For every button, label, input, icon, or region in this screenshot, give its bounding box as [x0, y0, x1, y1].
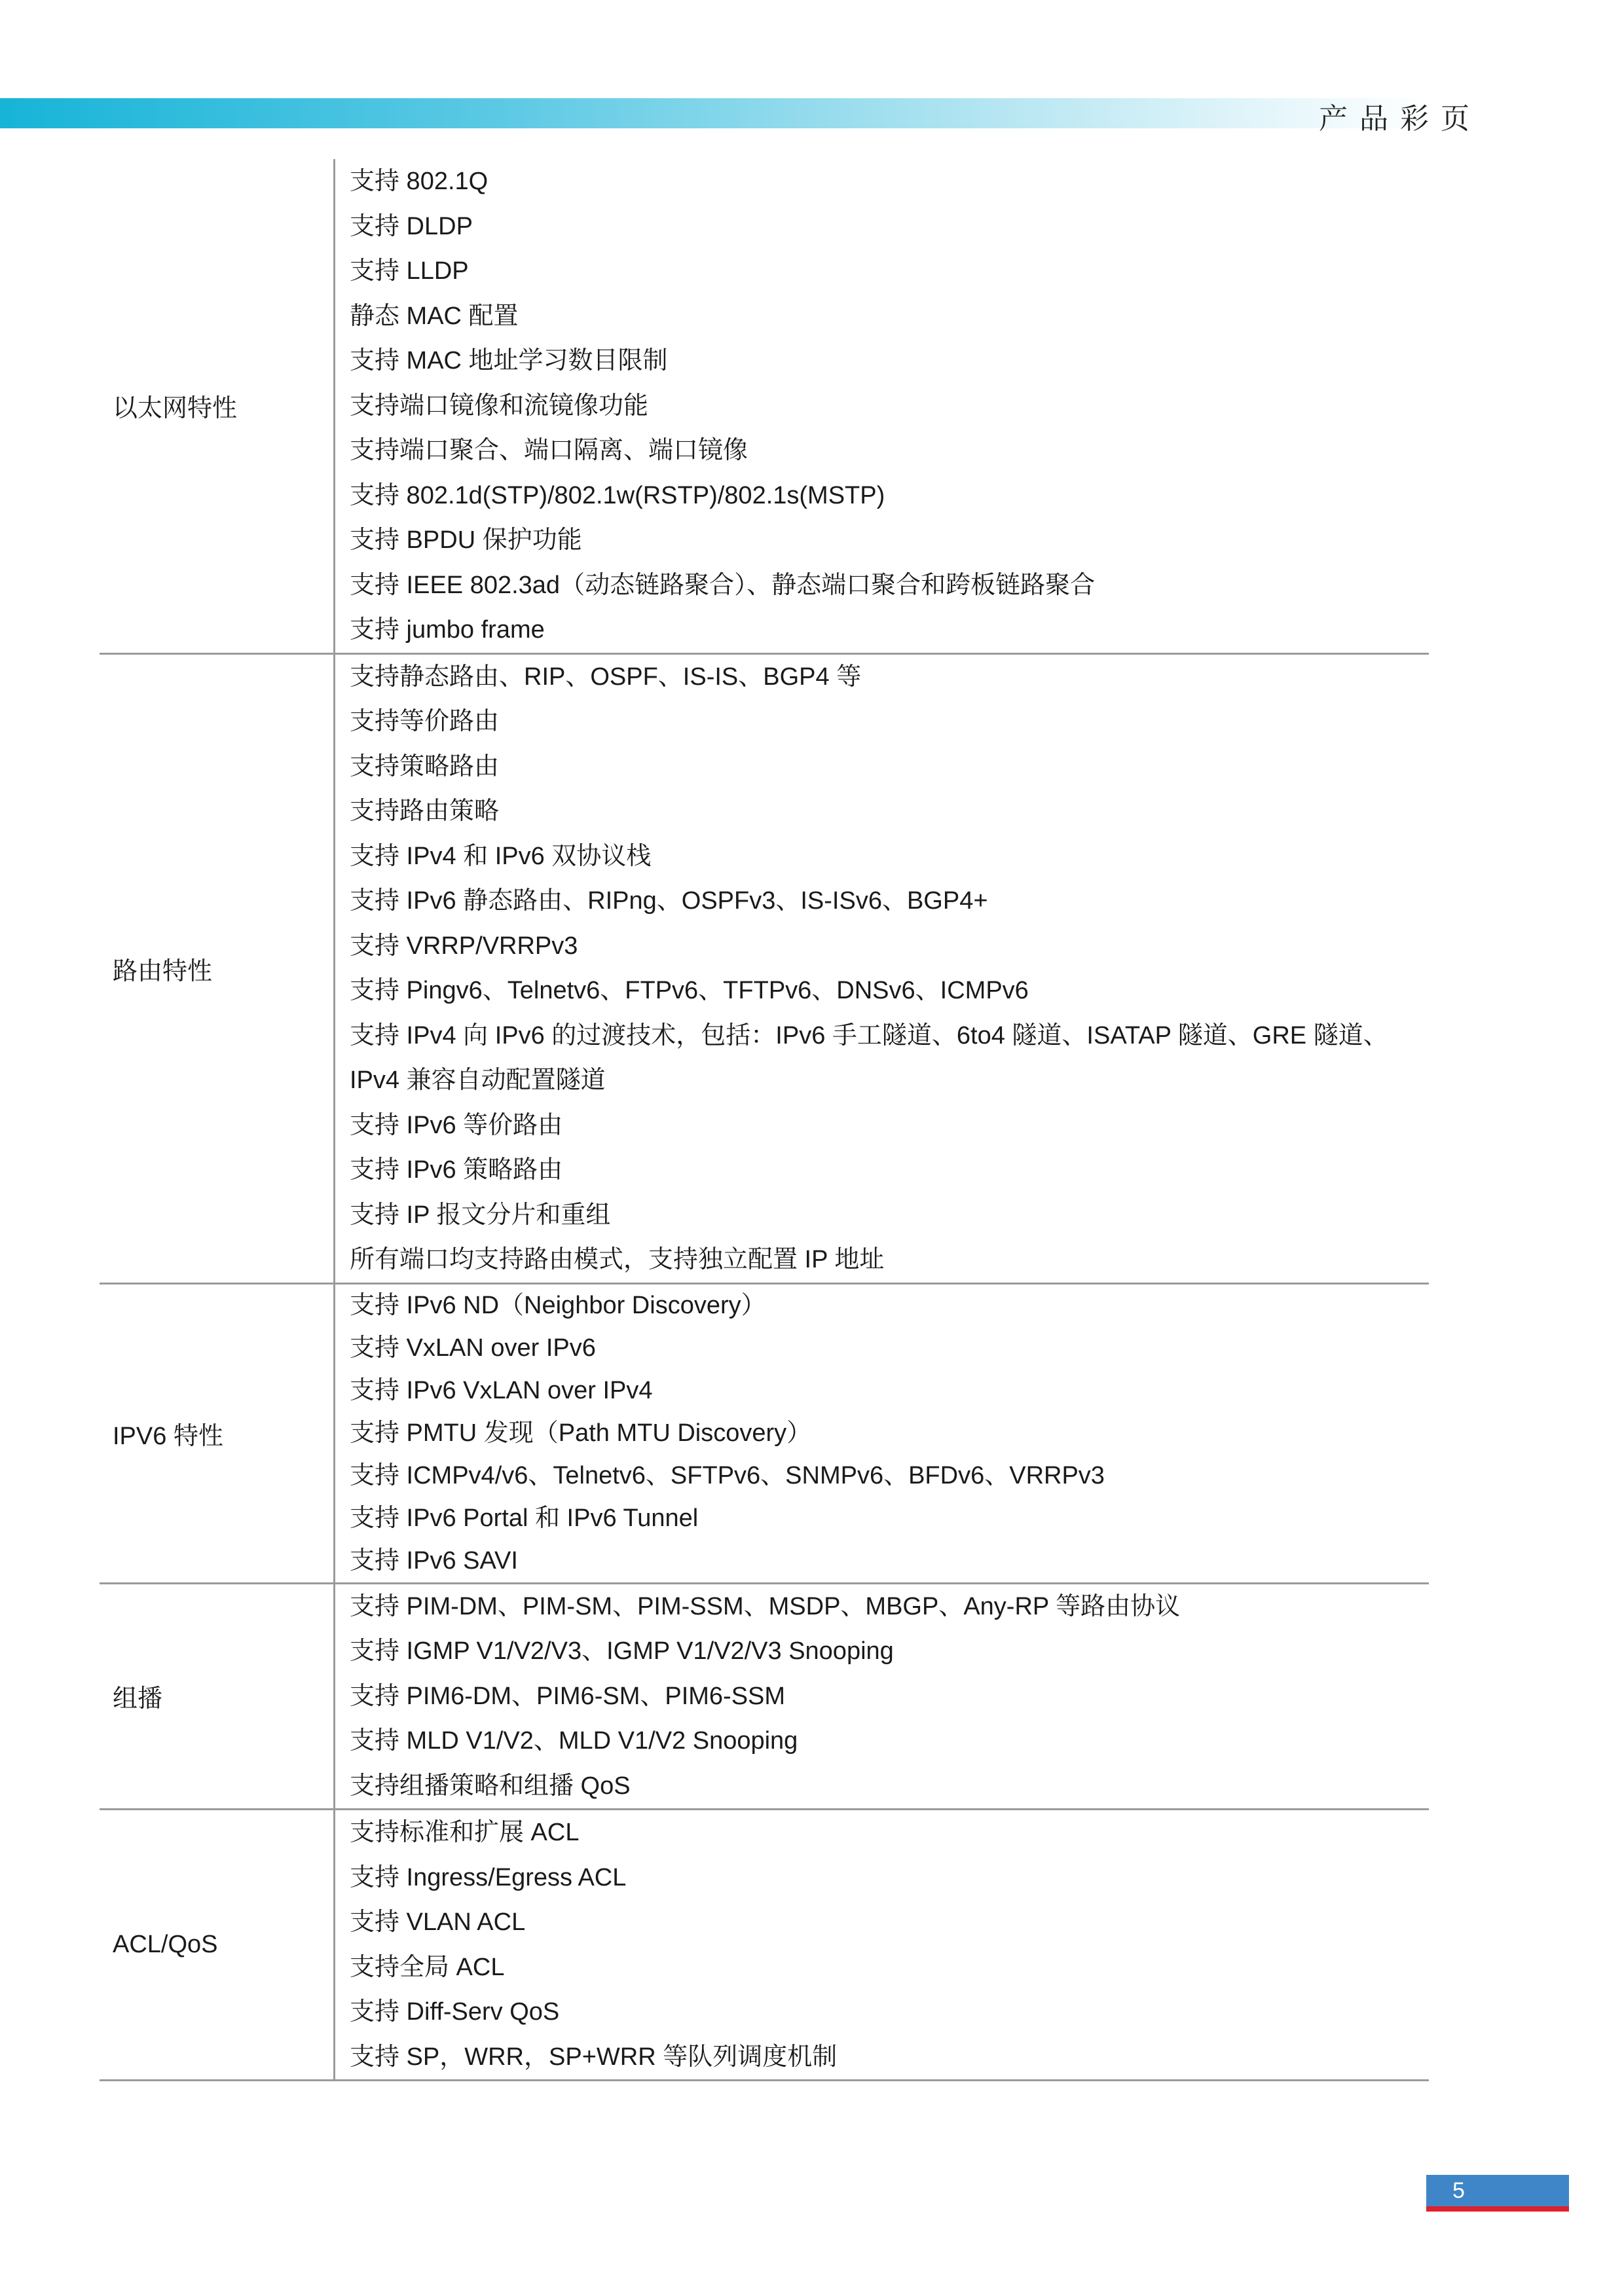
feature-item: 支持 IPv6 VxLAN over IPv4: [350, 1376, 653, 1404]
feature-item: 支持 IP 报文分片和重组: [350, 1201, 611, 1229]
feature-item: 支持 PIM6-DM、PIM6-SM、PIM6-SSM: [350, 1682, 786, 1710]
feature-item: 支持 IPv6 等价路由: [350, 1111, 563, 1139]
feature-item: 支持静态路由、RIP、OSPF、IS-IS、BGP4 等: [350, 663, 862, 691]
feature-list: [335, 1285, 1429, 1582]
feature-list: [335, 1810, 1429, 2079]
category-label: 以太网特性: [100, 159, 335, 653]
feature-item: 支持端口镜像和流镜像功能: [350, 392, 649, 420]
feature-item: 静态 MAC 配置: [350, 302, 519, 330]
feature-item: 支持端口聚合、端口隔离、端口镜像: [350, 437, 748, 464]
feature-item: 支持 802.1Q: [350, 168, 489, 195]
feature-item: 支持 802.1d(STP)/802.1w(RSTP)/802.1s(MSTP): [350, 481, 885, 509]
feature-item: 支持 DLDP: [350, 212, 473, 240]
section-multicast: [100, 1582, 1429, 1809]
page-header-title: 产品彩页: [1319, 103, 1481, 135]
feature-item: 支持 BPDU 保护功能: [350, 526, 582, 554]
feature-item: 支持 Pingv6、Telnetv6、FTPv6、TFTPv6、DNSv6、ICMPv6: [350, 977, 1029, 1004]
header-accent-band: [0, 98, 1428, 128]
feature-item: 支持路由策略: [350, 797, 500, 825]
feature-list: [335, 159, 1429, 653]
feature-list: [335, 655, 1429, 1283]
feature-item: 支持 PMTU 发现（Path MTU Discovery）: [350, 1419, 812, 1447]
feature-item: 支持 LLDP: [350, 257, 469, 285]
feature-item: 支持标准和扩展 ACL: [350, 1819, 580, 1846]
category-label: 组播: [100, 1584, 335, 1809]
category-label: 路由特性: [100, 655, 335, 1283]
feature-item: 支持 IPv4 向 IPv6 的过渡技术，包括：IPv6 手工隧道、6to4 隧道、ISATAP 隧道、GRE 隧道、IPv4 兼容自动配置隧道: [350, 1021, 1388, 1094]
feature-item: 支持全局 ACL: [350, 1953, 505, 1981]
feature-item: 支持 PIM-DM、PIM-SM、PIM-SSM、MSDP、MBGP、Any-RP 等路由协议: [350, 1592, 1181, 1620]
feature-item: 支持 VxLAN over IPv6: [350, 1334, 596, 1362]
section-ipv6: [100, 1283, 1429, 1582]
feature-item: 所有端口均支持路由模式，支持独立配置 IP 地址: [350, 1246, 885, 1273]
section-routing: [100, 653, 1429, 1283]
feature-item: 支持 IPv6 Portal 和 IPv6 Tunnel: [350, 1504, 699, 1532]
feature-item: 支持 IPv6 静态路由、RIPng、OSPFv3、IS-ISv6、BGP4+: [350, 887, 988, 915]
feature-item: 支持 Diff-Serv QoS: [350, 1998, 560, 2026]
feature-item: 支持组播策略和组播 QoS: [350, 1772, 631, 1800]
feature-item: 支持策略路由: [350, 752, 500, 780]
section-ethernet: [100, 159, 1429, 653]
feature-item: 支持 IPv6 ND（Neighbor Discovery）: [350, 1291, 766, 1319]
feature-item: 支持 IEEE 802.3ad（动态链路聚合）、静态端口聚合和跨板链路聚合: [350, 571, 1096, 599]
spec-table: [100, 159, 1429, 2081]
feature-item: 支持 IPv6 SAVI: [350, 1546, 518, 1575]
section-acl-qos: [100, 1808, 1429, 2081]
feature-item: 支持 ICMPv4/v6、Telnetv6、SFTPv6、SNMPv6、BFDv6、VRRPv3: [350, 1461, 1105, 1489]
feature-item: 支持 IPv4 和 IPv6 双协议栈: [350, 842, 652, 870]
page-number: 5: [1452, 2178, 1465, 2203]
feature-item: 支持 VLAN ACL: [350, 1908, 526, 1936]
category-label: ACL/QoS: [100, 1810, 335, 2079]
category-label: IPV6 特性: [100, 1285, 335, 1582]
feature-item: 支持等价路由: [350, 708, 500, 735]
feature-item: 支持 SP，WRR，SP+WRR 等队列调度机制: [350, 2043, 838, 2071]
feature-item: 支持 MAC 地址学习数目限制: [350, 347, 668, 374]
feature-list: [335, 1584, 1429, 1809]
page-number-badge: [1426, 2175, 1569, 2212]
feature-item: 支持 VRRP/VRRPv3: [350, 932, 578, 960]
feature-item: 支持 IPv6 策略路由: [350, 1156, 563, 1184]
feature-item: 支持 Ingress/Egress ACL: [350, 1863, 627, 1891]
feature-item: 支持 MLD V1/V2、MLD V1/V2 Snooping: [350, 1727, 798, 1755]
feature-item: 支持 jumbo frame: [350, 616, 545, 644]
feature-item: 支持 IGMP V1/V2/V3、IGMP V1/V2/V3 Snooping: [350, 1637, 894, 1665]
